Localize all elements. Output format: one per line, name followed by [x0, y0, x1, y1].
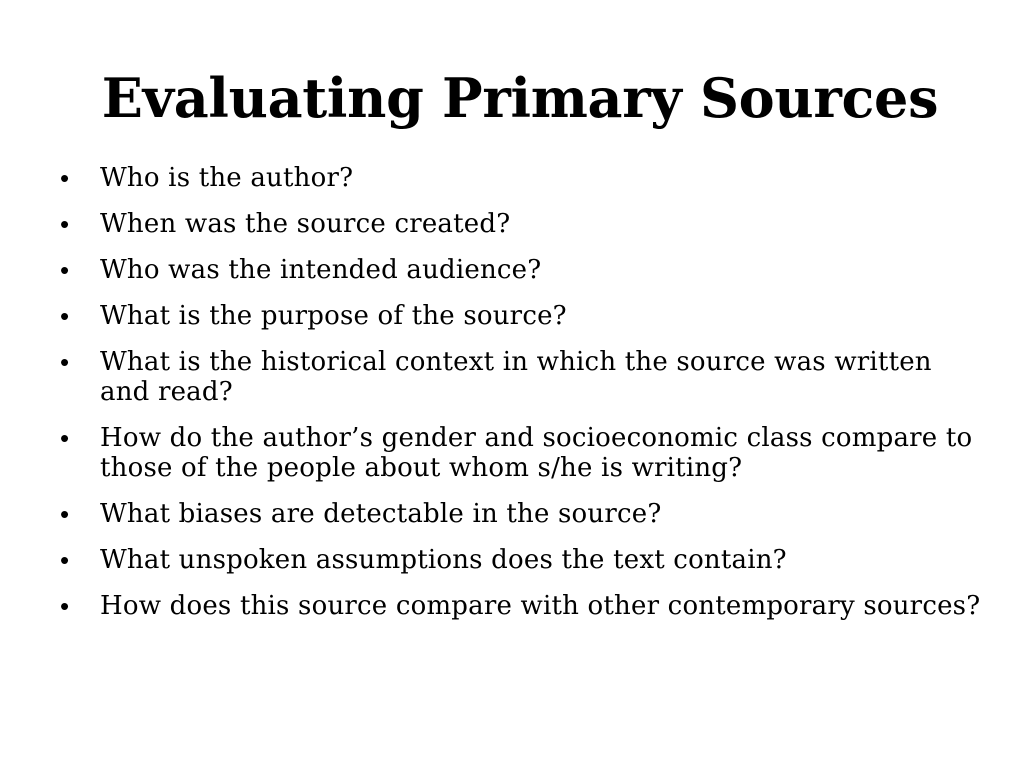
bullet-item-assumptions [0, 545, 1024, 575]
bullet-text: How do the author’s gender and socioeconomic class compare to those of the people about whom s/he is writing? [100, 423, 973, 483]
bullet-item-purpose [0, 301, 1024, 331]
bullet-text: Who was the intended audience? [100, 255, 542, 285]
bullet-dot-icon: • [60, 591, 70, 621]
bullet-dot-icon: • [60, 255, 70, 285]
bullet-text: What is the purpose of the source? [100, 301, 567, 331]
bullet-item-author [0, 163, 1024, 193]
bullet-dot-icon: • [60, 301, 70, 331]
bullet-item-audience [0, 255, 1024, 285]
bullet-item-context [0, 347, 1024, 407]
bullet-text: Who is the author? [100, 163, 354, 193]
bullet-text: What biases are detectable in the source? [100, 499, 662, 529]
bullet-text: How does this source compare with other contemporary sources? [100, 591, 981, 621]
bullet-list [0, 163, 1024, 637]
bullet-dot-icon: • [60, 163, 70, 193]
bullet-text: What is the historical context in which the source was written and read? [100, 347, 932, 407]
bullet-dot-icon: • [60, 499, 70, 529]
bullet-text: What unspoken assumptions does the text contain? [100, 545, 787, 575]
bullet-dot-icon: • [60, 423, 70, 453]
bullet-item-created [0, 209, 1024, 239]
bullet-item-biases [0, 499, 1024, 529]
bullet-dot-icon: • [60, 347, 70, 377]
bullet-dot-icon: • [60, 545, 70, 575]
bullet-text: When was the source created? [100, 209, 511, 239]
bullet-item-compare [0, 591, 1024, 621]
slide-title: Evaluating Primary Sources [101, 66, 939, 130]
bullet-dot-icon: • [60, 209, 70, 239]
bullet-item-gender-class [0, 423, 1024, 483]
